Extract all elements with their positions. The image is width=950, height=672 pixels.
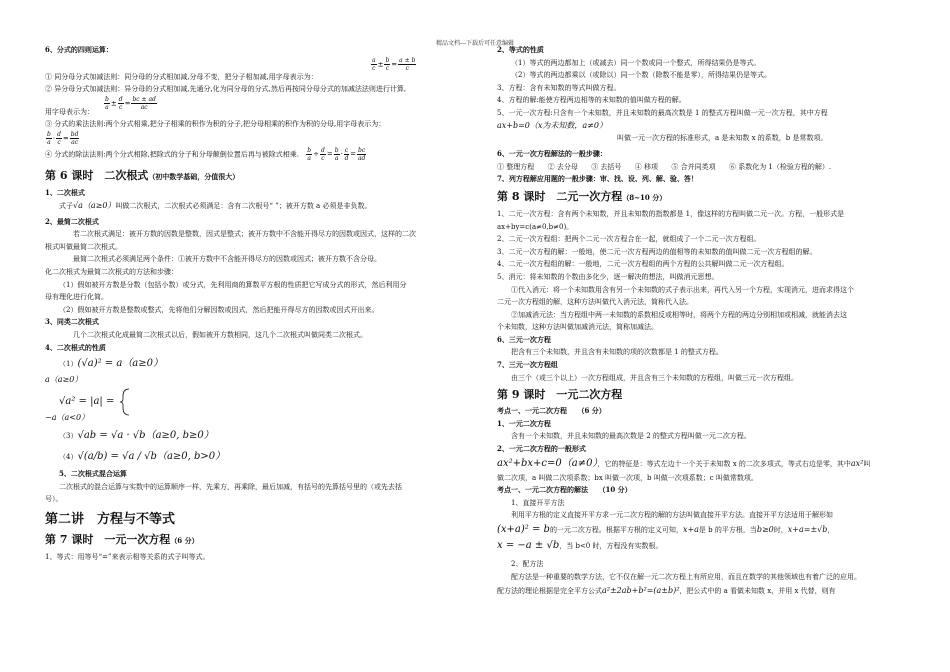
q1-text-b: 叫做二次根式，二次根式必须满足：含有二次根号“ ”；被开方数 a 必须是非负数。 [115,201,372,210]
eq5-line-b: 叫做一元一次方程的标准形式，a 是未知数 x 的系数，b 是常数项。 [617,133,828,142]
r5a: ①代入消元：将一个未知数用含有另一个未知数的式子表示出来，再代入另一个方程，实现消元，进而求得这个 [511,285,854,294]
k2-1-res: x+a=±√b [787,525,828,534]
k2-1d: 时， [773,526,788,534]
r5a2: 二元一次方程组的解，这种方法叫做代入消元法，简称代入法。 [497,298,693,307]
formula-c3: c [405,64,409,72]
k2-1-res2: x = −a ± √b [497,540,560,551]
d-den: ad [357,154,366,162]
formula-a: a [372,56,376,64]
q1-definition [45,200,475,216]
equation-definition: 1、等式：用等号“=”来表示相等关系的式子叫等式。 [45,552,210,561]
q2-line-4: 化二次根式为最简二次根式的方法和步骤： [45,267,178,276]
r6-line: 把含有三个未知数，并且含有未知数的项的次数都是 1 的整式方程。 [511,348,723,357]
m-a: a [47,138,51,146]
property-2-formula: √a² = |a| = [59,396,115,408]
rule-multiplication: ③ 分式的乘法法则:两个分式相乘,把分子相乘的积作为积的分子,把分母相乘的积作为积的分母,用字母表示为： [45,120,386,129]
r3: 3、二元一次方程的解：一般地，使二元一次方程两边的值相等的未知数的值叫做二元一次方程组的解。 [497,247,817,256]
k1-2b: 叫 [863,459,871,468]
property-3-label: （3） [59,432,78,441]
eq6-steps [497,161,907,174]
rule-different-denominator-cont: 用字母表示为： [45,107,94,116]
r1b: ax+by=c(a≠0,b≠0)。 [497,222,574,231]
m-den: ac [71,138,79,146]
k2-2b: 配方法的理论根据是完全平方公式 [497,587,602,596]
k2-1-xa: x+a [682,525,699,534]
rule-division: ④ 分式的除法法则:两个分式相除,把除式的分子和分母颠倒位置后再与被除式相乘. [45,150,300,159]
k1-2-ax2: ax² [850,458,864,468]
d-d2: d [344,154,349,162]
q2-line-6: 母有理化进行化简。 [45,293,108,302]
rule-division-row [45,147,475,165]
eq2-line-2: （2）等式的两边都乘以（或除以）同一个数（除数不能是零），所得结果仍是等式。 [511,71,771,80]
multiplication-formula: $\frac{b}{a}$ · $\frac{d}{c}$ = $\frac{bd}{ac}$ [47,130,79,146]
step-6: ⑥ 系数化为 1（检验方程的解）. [728,162,832,171]
lesson-8-subtitle: （8~10 分） [622,192,667,202]
eq3: 3、方程：含有未知数的等式叫做方程。 [497,83,621,92]
q2-line-3: 最简二次根式必须满足两个条件：①被开方数中不含能开得尽方的因数或因式；被开方数不含分母。 [73,255,381,264]
k1-1a: 含有一个未知数，并且未知数的最高次数是 2 的整式方程叫做一元二次方程。 [511,432,751,441]
q4-title: 4、二次根式的性质 [45,342,106,352]
k2-1f: ，当 b<0 时，方程没有实数根。 [559,542,663,550]
formula-sum: a ± b [399,56,416,64]
k2-1b: 的一元二次方程。根据平方根的定义可知， [549,526,683,534]
eq7: 7、列方程解应用题的一般步骤：审、找、设、列、解、验、答！ [497,174,698,184]
k1-2-row [497,456,907,472]
q2-line-7: （2）假如被开方数是整数或整式，先将他们分解因数或因式，然后把能开得尽方的因数或因式开出来。 [59,305,379,314]
k1-title: 考点一、一元二次方程 （6 分） [497,406,606,416]
section-6-title: 6、分式的四则运算： [45,45,113,54]
k2-2-formula: a²±2ab+b²=(a±b)² [602,586,680,596]
different-denominator-formula: $\frac{b}{a}$ ± $\frac{d}{c}$ = $\frac{bc \pm ad}{ac}$ [105,95,156,111]
k1-2: 2、一元二次方程的一般形式 [497,444,586,454]
f-b: b [105,95,109,103]
property-2 [45,388,475,412]
step-5: ⑤ 合并同类项 [671,162,716,171]
eq2-line-1: （1）等式的两边都加上（或减去）同一个数或同一个整式，所得结果仍是等式。 [511,58,761,67]
lesson-8-heading [497,189,907,206]
k2-2-row [497,583,907,599]
q1-formula: √a（a≥0） [73,200,116,210]
q2-line-1: 若二次根式满足：被开方数的因数是整数，因式是整式；被开方数中不含能开得尽方的因数或因式，这样的二次 [73,230,416,239]
k2-1e: ， [827,526,835,534]
formula-b: b [385,56,390,64]
step-4: ④ 移项 [634,162,659,171]
eq5-formula-row [497,120,907,132]
m-num: bd [70,130,79,138]
f-den: ac [140,103,148,111]
m-c: c [57,138,61,146]
rule-different-denominator: ② 异分母分式加减法则：异分母的分式相加减,先通分,化为同分母的分式,然后再按同分母分式的加减法法则进行计算, [45,85,407,94]
k2-1: 1、直接开平方法 [511,498,565,507]
fraction-addition-formula: $\frac{a}{c}$ ± $\frac{b}{c}$ = $\frac{a \pm b}{c}$ [372,56,416,72]
division-formula: $\frac{b}{a}$ ÷ $\frac{d}{c}$ = $\frac{b}{a}$ · $\frac{c}{d}$ = $\frac{bc}{ad}$ [307,146,366,162]
k2-2a: 配方法是一种重要的数学方法，它不仅在解一元二次方程上有所应用，而且在数学的其他领域也有着广泛的应用。 [511,572,861,581]
k1-2a: ，它的特征是：等式左边十一个关于未知数 x 的二次多项式，等式右边是零，其中 [597,459,851,468]
q5-line-2: 号）。 [45,495,63,504]
k2-1-row2 [497,538,907,554]
q2-line-2: 根式叫做最简二次根式。 [45,242,122,251]
d-c: c [321,154,325,162]
q3-line-1: 几个二次根式化成最简二次根式以后，假如被开方数相同，这几个二次根式叫做同类二次根式。 [73,330,367,339]
step-3: ③ 去括号 [591,162,622,171]
k1-1: 1、一元二次方程 [497,418,551,428]
property-1-formula: (√a)² = a（a≥0） [77,358,164,370]
brace-icon [119,388,133,416]
f-a: a [105,103,109,111]
d-a2: a [334,154,339,162]
property-2-case-a-text: a（a≥0） [45,375,83,385]
eq4: 4、方程的解:能使方程两边相等的未知数的值叫做方程的解。 [497,96,686,105]
d-a: a [307,154,311,162]
f-num: bc ± ad [132,95,156,103]
eq6-title: 6、一元一次方程解法的一般步骤： [497,149,607,159]
r2: 2、二元一次方程组：把两个二元一次方程合在一起，就组成了一个二元一次方程组。 [497,235,761,244]
q5-title: 5、二次根式混合运算 [59,469,127,479]
property-3-formula: √ab = √a · √b（a≥0, b≥0） [77,430,214,442]
property-4-label: （4） [59,453,78,462]
q1-title: 1、二次根式 [45,187,85,197]
lesson-7-subtitle: （6 分） [170,535,199,545]
k2-2c: ，把公式中的 a 看做未知数 x，并用 x 代替，则有 [679,587,836,596]
property-3 [45,426,475,446]
q5-line-1: 二次根式的混合运算与实数中的运算顺序一样，先乘方，再乘除，最后加减，有括号的先算括号里的（或先去括 [59,482,402,491]
k1-2c: 做二次项，a 叫做二次项系数；bx 叫做一次项，b 叫做一次项系数；c 叫做常数项。 [497,473,758,482]
k2-1c: 是 b 的平方根，当 [698,526,757,534]
f-c: c [118,103,123,111]
lesson-7-heading [45,532,475,549]
property-1 [45,354,475,374]
r6-title: 6、三元一次方程 [497,334,551,344]
step-2: ② 去分母 [547,162,578,171]
property-1-label: （1） [59,360,78,369]
eq5-formula: ax+b=0（x为未知数，a≠0） [497,120,607,130]
r5b2: 个未知数，这种方法叫做加减消元法，简称加减法。 [497,323,658,332]
property-2-case-a [45,374,475,388]
d-b2: b [334,146,339,154]
k2-1-cond: b≥0 [756,525,774,534]
k2-1-row [497,522,907,538]
lesson-7-title: 第 7 课时 一元一次方程 [45,532,171,546]
lesson-6-heading [45,168,475,185]
lesson-9-title: 第 9 课时 一元二次方程 [497,388,623,402]
m-b: b [47,130,51,138]
d-num: bc [358,146,366,154]
m-d: d [57,130,61,138]
formula-c: c [372,64,376,72]
r5b: ②加减消元法：当方程组中两一未知数的系数相反或相等时，将两个方程的两边分别相加或相减，就能消去这 [511,310,847,319]
eq5: 5、一元一次方程:只含有一个未知数，并且未知数的最高次数是 1 的整式方程叫做一元一次方程，其中方程 [497,108,828,117]
q1-text-a: 式子 [59,201,73,210]
lesson-6-subtitle: （初中数学基础，分值很大） [148,171,240,181]
k2-1a: 利用平方根的定义直接开平方求一元二次方程的解的方法叫做直接开平方法。直接开平方法适用于解形如 [511,511,833,520]
property-2-case-b [45,412,475,426]
k2-1-formula: (x+a)² = b [497,524,550,535]
f-d: d [118,95,123,103]
eq2-title: 2、等式的性质 [497,45,544,54]
rule-same-denominator: ① 同分母分式加减法则：同分母的分式相加减,分母不变，把分子相加减,用字母表示为： [45,72,318,81]
k1-2-formula: ax²+bx+c=0（a≠0） [497,457,598,469]
page-header: 精品文档---下载后可任意编辑 [435,40,515,47]
property-2-case-b-text: −a（a<0） [45,413,90,423]
left-column [45,44,475,563]
d-d: d [321,146,325,154]
k2-title: 考点一、一元二次方程的解法 （10 分） [497,485,632,495]
q3-title: 3、同类二次根式 [45,317,99,327]
d-b: b [307,146,312,154]
formula-c2: c [385,64,390,72]
right-column [497,44,907,599]
q2-title: 2、最简二次根式 [45,216,99,226]
property-4 [45,446,475,468]
q2-line-5: （1）假如被开方数是分数（包括小数）或分式，先利用商的算数平方根的性质把它写成分式的形式，然后利用分 [59,280,407,289]
r4: 4、二元一次方程组的解：一般地，二元一次方程组的两个方程的公共解叫做二元一次方程组。 [497,260,789,269]
lecture-2-title: 第二讲 方程与不等式 [45,511,176,527]
r7-title: 7、三元一次方程组 [497,360,558,370]
k2-2: 2、配方法 [511,560,544,568]
r1: 1、二元一次方程：含有两个未知数，并且未知数的指数都是 1，像这样的方程叫做二元一次。方程，一般形式是 [497,209,845,218]
r7-line: 由三个（或三个以上）一次方程组成，并且含有三个未知数的方程组，叫做三元一次方程组。 [511,373,798,382]
r5: 5、消元：将未知数的个数由多化少，逐一解决的想法，叫做消元思想。 [497,272,719,281]
d-c2: c [344,146,349,154]
lesson-8-title: 第 8 课时 二元一次方程 [497,189,623,203]
property-4-formula: √(a/b) = √a / √b（a≥0, b>0） [77,451,226,463]
step-1: ① 整理方程 [497,162,535,171]
lesson-6-title: 第 6 课时 二次根式 [45,168,149,182]
